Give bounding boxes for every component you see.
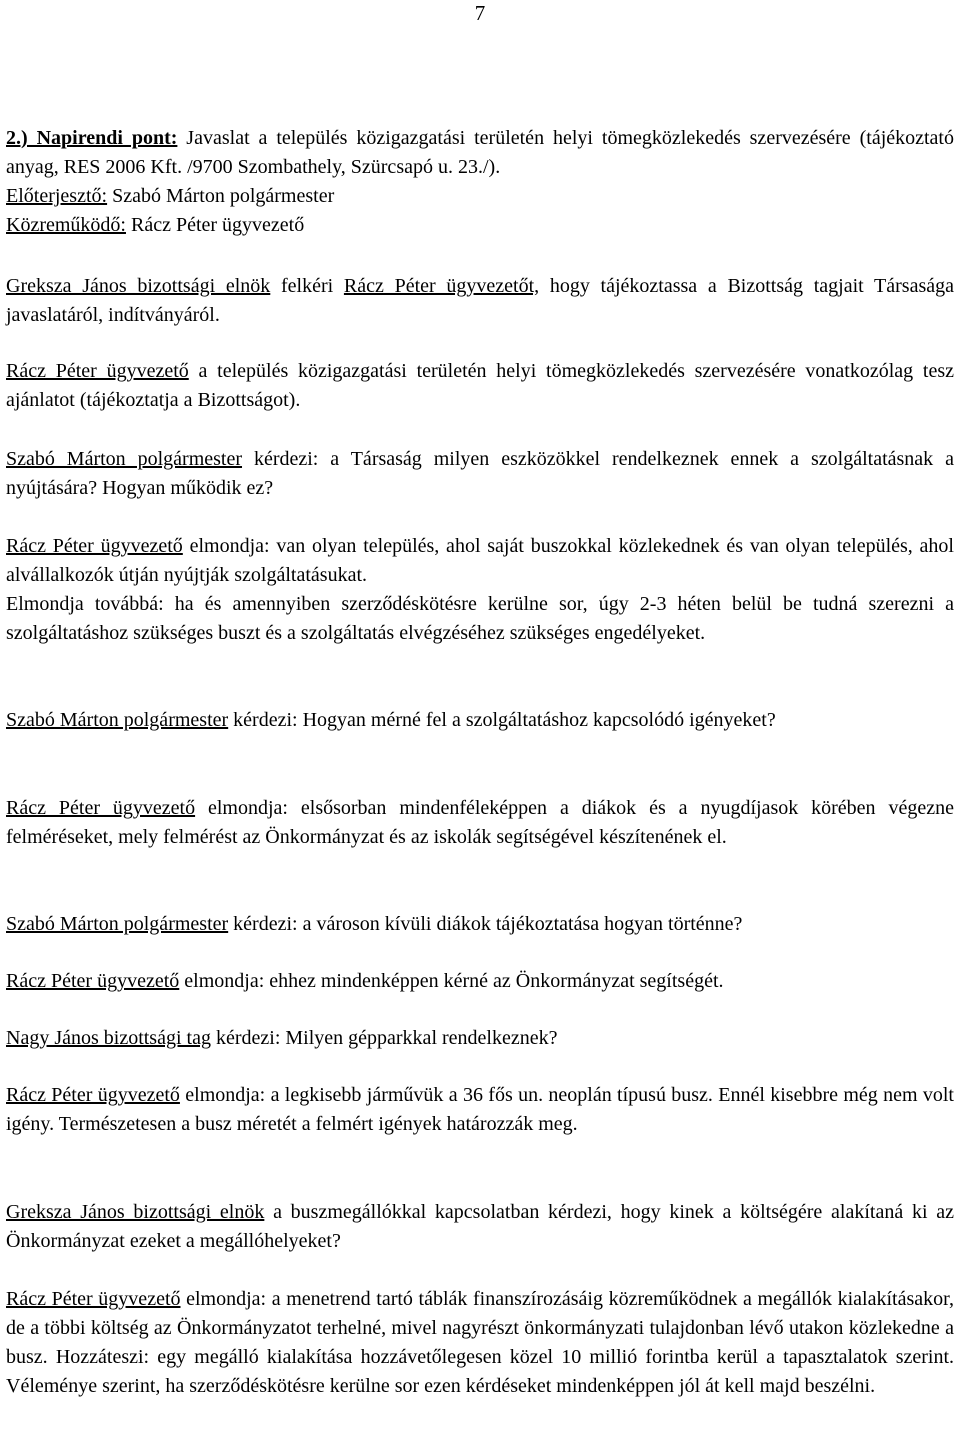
minutes-paragraph (6, 445, 954, 503)
paragraph-text: hogy tájékoztassa a Bizottság tagjait Társasága javaslatáról, indítványáról. (6, 275, 955, 326)
minutes-paragraph (6, 1024, 954, 1053)
paragraph-text: a buszmegállókkal kapcsolatban kérdezi, hogy kinek a költségére alakítaná ki az Önkormányzat ezeket a megállóhelyeket? (6, 1201, 954, 1252)
page-number: 7 (474, 1, 486, 25)
speaker-name: Rácz Péter ügyvezető (6, 797, 196, 819)
paragraph-text: kérdezi: Hogyan mérné fel a szolgáltatáshoz kapcsolódó igényeket? (228, 709, 776, 731)
paragraph-text: elmondja: a menetrend tartó táblák finanszírozásáig közreműködnek a megállók kialakításakor, de a többi költség az Önkormányzatot terhelné, mivel nagyrészt önkormányzati tulajdonban lévő utakon közlekedne a busz. Hozzáteszi: egy megálló kialakítása hozzávetőlegesen közel 10 millió forintba kerül a tapasztalatok szerint. Véleménye szerint, ha szerződéskötésre kerülne sor ezen kérdéseket mindenképpen jól át kell majd beszélni. (6, 1288, 954, 1397)
speaker-name: Greksza János bizottsági elnök (6, 1201, 265, 1223)
paragraph-text: elmondja: van olyan település, ahol saját buszokkal közlekednek és van olyan település, ahol alvállalkozók útján nyújtják szolgáltatásukat. (6, 535, 954, 586)
speaker-name: Szabó Márton polgármester (6, 709, 229, 731)
paragraph-text: kérdezi: a Társaság milyen eszközökkel rendelkeznek ennek a szolgáltatásnak a nyújtására? Hogyan működik ez? (6, 448, 954, 499)
paragraph-text: a település közigazgatási területén helyi tömegközlekedés szervezésére vonatkozólag tesz ajánlatot (tájékoztatja a Bizottságot). (6, 360, 954, 411)
addressee-name: Rácz Péter ügyvezetőt, (343, 275, 540, 297)
contributor-label: Közreműködő: (6, 214, 126, 236)
minutes-paragraph (6, 357, 954, 415)
speaker-name: Greksza János bizottsági elnök (6, 275, 271, 297)
speaker-name: Rácz Péter ügyvezető (6, 360, 189, 382)
paragraph-text: felkéri (270, 275, 344, 297)
minutes-paragraph (6, 910, 954, 939)
presenter-label: Előterjesztő: (6, 185, 108, 207)
minutes-paragraph (6, 967, 954, 996)
paragraph-text: kérdezi: Milyen gépparkkal rendelkeznek? (210, 1027, 558, 1049)
agenda-item-number: 2.) Napirendi pont: (6, 127, 178, 149)
speaker-name: Rácz Péter ügyvezető (6, 535, 183, 557)
contributor-name: Rácz Péter ügyvezető (125, 214, 305, 236)
minutes-paragraph (6, 1285, 954, 1401)
speaker-name: Rácz Péter ügyvezető (6, 970, 180, 992)
paragraph-text: elmondja: elsősorban mindenféleképpen a diákok és a nyugdíjasok körében végezne felméréseket, mely felmérést az Önkormányzat és az iskolák segítségével készítenének el. (6, 797, 954, 848)
minutes-paragraph (6, 1081, 954, 1139)
paragraph-text-continued: Elmondja továbbá: ha és amennyiben szerződéskötésre kerülne sor, úgy 2-3 héten belül be tudná szerezni a szolgáltatáshoz szükséges buszt és a szolgáltatás elvégzéséhez szükséges engedélyeket. (6, 593, 954, 644)
presenter-name: Szabó Márton polgármester (107, 185, 335, 207)
speaker-name: Szabó Márton polgármester (6, 448, 243, 470)
paragraph-text: elmondja: a legkisebb járművük a 36 fős un. neoplán típusú busz. Ennél kisebbre még nem volt igény. Természetesen a busz méretét a felmért igények határozzák meg. (6, 1084, 954, 1135)
minutes-paragraph (6, 532, 954, 648)
paragraph-text: elmondja: ehhez mindenképpen kérné az Önkormányzat segítségét. (179, 970, 724, 992)
agenda-item-title: Javaslat a település közigazgatási területén helyi tömegközlekedés szervezésére (tájékoztató anyag, RES 2006 Kft. /9700 Szombathely, Szürcsapó u. 23./). (6, 127, 954, 178)
minutes-paragraph (6, 794, 954, 852)
agenda-item-header (6, 124, 954, 240)
speaker-name: Rácz Péter ügyvezető (6, 1084, 180, 1106)
minutes-paragraph (6, 706, 954, 735)
paragraph-text: kérdezi: a városon kívüli diákok tájékoztatása hogyan történne? (228, 913, 743, 935)
speaker-name: Rácz Péter ügyvezető (6, 1288, 181, 1310)
minutes-paragraph (6, 272, 954, 330)
minutes-paragraph (6, 1198, 954, 1256)
speaker-name: Nagy János bizottsági tag (6, 1027, 211, 1049)
speaker-name: Szabó Márton polgármester (6, 913, 229, 935)
